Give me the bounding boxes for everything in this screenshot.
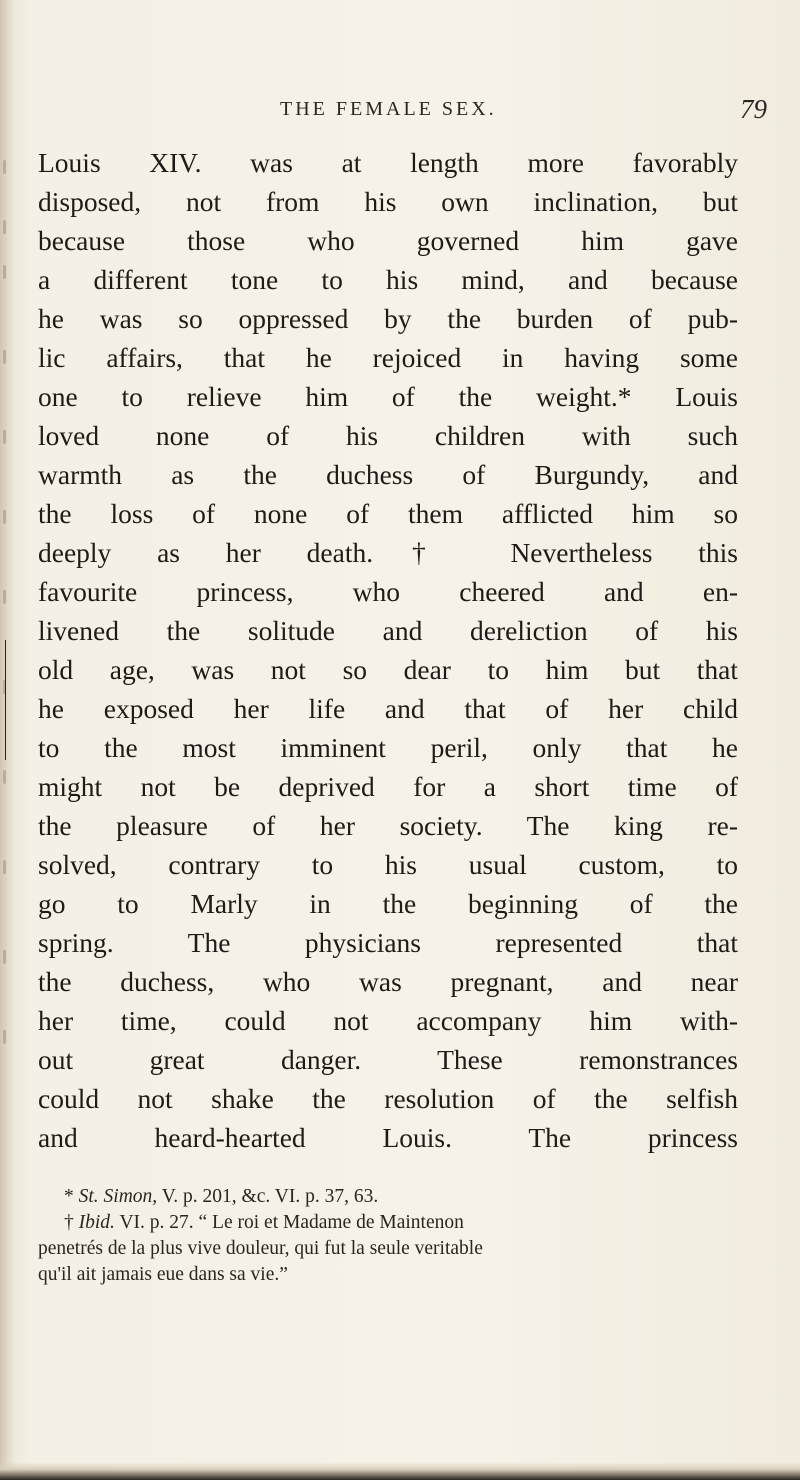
margin-rule xyxy=(5,640,6,760)
footnote-mark: * xyxy=(64,1186,74,1207)
text-line: out great danger. These remonstrances xyxy=(38,1044,738,1075)
text-line: old age, was not so dear to him but that xyxy=(38,654,738,685)
text-line: her time, could not accompany him with- xyxy=(38,1005,738,1036)
text-line: one to relieve him of the weight.* Louis xyxy=(38,381,738,412)
footnote-source: Ibid. xyxy=(78,1212,115,1233)
footnote-2-continuation: qu'il ait jamais eue dans sa vie.” xyxy=(38,1264,288,1285)
running-head: THE FEMALE SEX. xyxy=(280,98,497,120)
footnotes xyxy=(38,1184,743,1288)
footnote-1 xyxy=(38,1184,743,1210)
text-line: he exposed her life and that of her child xyxy=(38,693,738,724)
text-line: to the most imminent peril, only that he xyxy=(38,732,738,763)
footnote-text: VI. p. 27. “ Le roi et Madame de Maintenon xyxy=(119,1212,464,1233)
text-line: warmth as the duchess of Burgundy, and xyxy=(38,459,738,490)
footnote-mark: † xyxy=(64,1212,74,1233)
text-line: might not be deprived for a short time of xyxy=(38,771,738,802)
text-line: spring. The physicians represented that xyxy=(38,927,738,958)
gutter-marks xyxy=(3,160,11,1060)
text-line: disposed, not from his own inclination, but xyxy=(38,186,738,217)
text-line: because those who governed him gave xyxy=(38,225,738,256)
text-line: deeply as her death.† Nevertheless this xyxy=(38,537,738,568)
body-text xyxy=(38,143,738,1157)
text-line: a different tone to his mind, and because xyxy=(38,264,738,295)
text-line: he was so oppressed by the burden of pub- xyxy=(38,303,738,334)
text-line: could not shake the resolution of the selfish xyxy=(38,1083,738,1114)
footnote-2 xyxy=(38,1210,743,1236)
text-line: and heard-hearted Louis. The princess xyxy=(38,1122,738,1153)
text-line: loved none of his children with such xyxy=(38,420,738,451)
text-line: livened the solitude and dereliction of his xyxy=(38,615,738,646)
text-line: the pleasure of her society. The king re- xyxy=(38,810,738,841)
page-header xyxy=(0,94,800,128)
text-line: go to Marly in the beginning of the xyxy=(38,888,738,919)
page-number: 79 xyxy=(740,94,767,124)
text-line: favourite princess, who cheered and en- xyxy=(38,576,738,607)
text-line: lic affairs, that he rejoiced in having some xyxy=(38,342,738,373)
text-line: the loss of none of them afflicted him so xyxy=(38,498,738,529)
text-line: Louis XIV. was at length more favorably xyxy=(38,147,738,178)
footnote-source: St. Simon, xyxy=(78,1186,158,1207)
footnote-2-continuation: penetrés de la plus vive douleur, qui fut la seule veritable xyxy=(38,1238,483,1259)
text-line: solved, contrary to his usual custom, to xyxy=(38,849,738,880)
footnote-text: V. p. 201, &c. VI. p. 37, 63. xyxy=(161,1186,379,1207)
text-line: the duchess, who was pregnant, and near xyxy=(38,966,738,997)
page-bottom-edge xyxy=(0,1462,800,1480)
